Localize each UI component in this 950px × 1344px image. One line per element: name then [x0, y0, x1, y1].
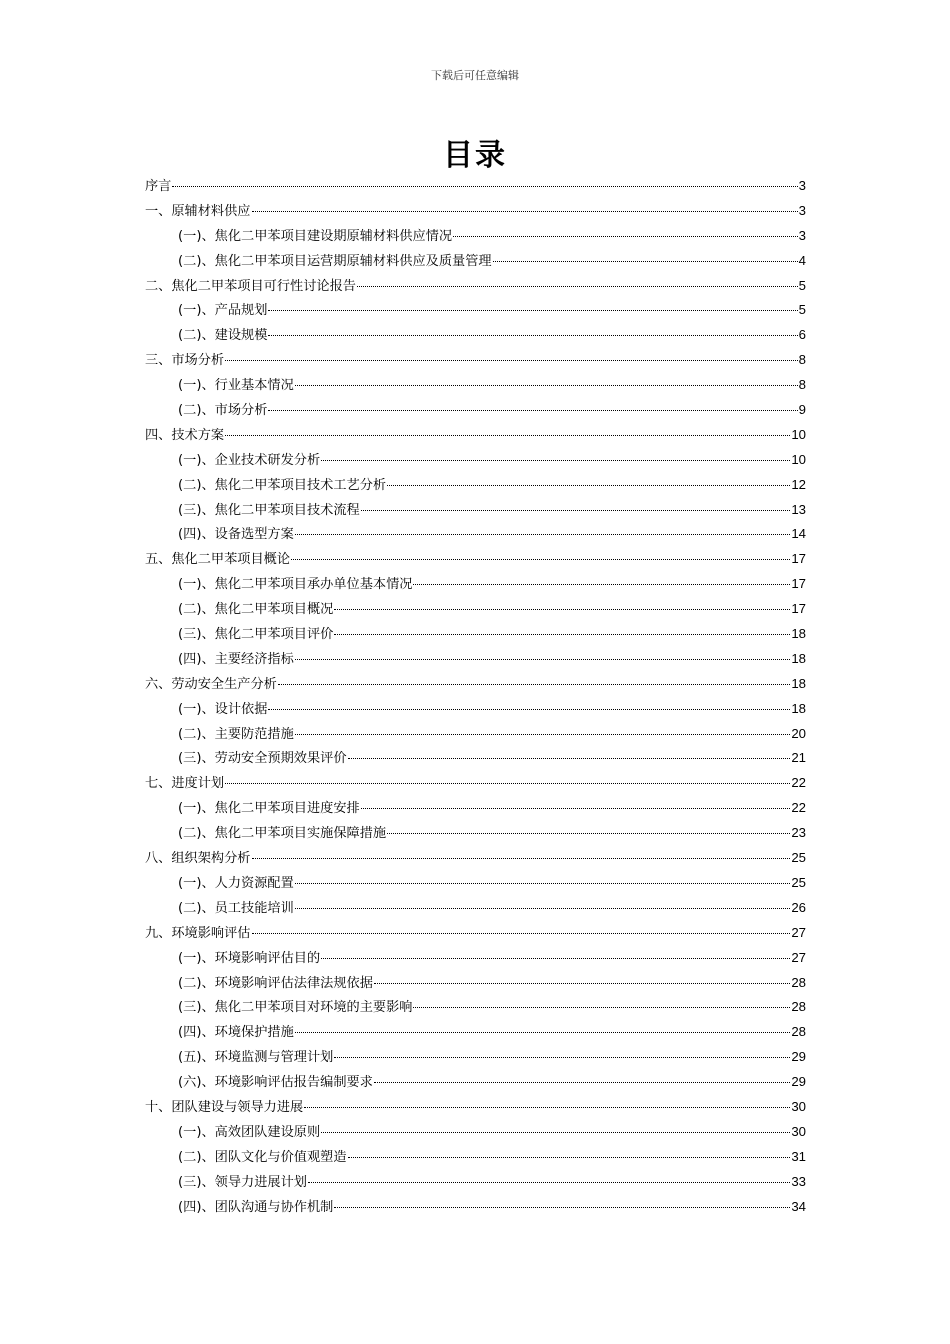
toc-dot-leader	[321, 1132, 790, 1133]
toc-entry-page-number: 33	[791, 1173, 806, 1189]
toc-dot-leader	[268, 709, 790, 710]
toc-dot-leader	[295, 883, 791, 884]
toc-dot-leader	[291, 559, 790, 560]
toc-entry[interactable]	[145, 722, 806, 747]
toc-entry-label: (一)、环境影响评估目的	[178, 950, 321, 966]
toc-entry-label: (三)、领导力进展计划	[178, 1174, 307, 1190]
toc-entry-page-number: 18	[791, 675, 806, 691]
toc-entry-label: (二)、焦化二甲苯项目概况	[178, 602, 334, 618]
toc-entry-label: (二)、焦化二甲苯项目技术工艺分析	[178, 477, 387, 493]
toc-entry-label: 十、团队建设与领导力进展	[145, 1099, 304, 1115]
toc-entry[interactable]	[145, 921, 806, 946]
toc-dot-leader	[304, 1107, 790, 1108]
toc-entry-label: (二)、市场分析	[178, 403, 268, 419]
toc-entry-page-number: 29	[791, 1074, 806, 1090]
toc-dot-leader	[348, 758, 791, 759]
toc-entry[interactable]	[145, 946, 806, 971]
toc-dot-leader	[387, 833, 790, 834]
toc-dot-leader	[374, 983, 790, 984]
toc-entry-page-number: 30	[791, 1098, 806, 1114]
toc-entry[interactable]	[145, 473, 806, 498]
toc-entry[interactable]	[145, 348, 806, 373]
toc-entry[interactable]	[145, 647, 806, 672]
toc-dot-leader	[252, 933, 791, 934]
toc-entry[interactable]	[145, 373, 806, 398]
toc-entry-page-number: 29	[791, 1049, 806, 1065]
toc-dot-leader	[225, 783, 790, 784]
toc-entry-label: 二、焦化二甲苯项目可行性讨论报告	[145, 278, 356, 294]
toc-entry-label: (二)、员工技能培训	[178, 900, 294, 916]
toc-entry-label: (一)、设计依据	[178, 701, 268, 717]
toc-entry[interactable]	[145, 1070, 806, 1095]
toc-dot-leader	[357, 286, 798, 287]
toc-entry-label: (五)、环境监测与管理计划	[178, 1050, 334, 1066]
toc-dot-leader	[252, 211, 798, 212]
toc-entry-label: 一、原辅材料供应	[145, 203, 251, 219]
toc-entry[interactable]	[145, 597, 806, 622]
toc-dot-leader	[413, 1007, 790, 1008]
toc-entry-page-number: 4	[798, 252, 806, 268]
toc-entry-label: (四)、团队沟通与协作机制	[178, 1199, 334, 1215]
toc-dot-leader	[295, 1032, 791, 1033]
toc-entry-page-number: 18	[791, 700, 806, 716]
toc-entry-page-number: 17	[791, 601, 806, 617]
toc-entry[interactable]	[145, 622, 806, 647]
toc-entry-page-number: 28	[791, 1024, 806, 1040]
toc-entry[interactable]	[145, 174, 806, 199]
toc-entry-label: (二)、焦化二甲苯项目运营期原辅材料供应及质量管理	[178, 253, 492, 269]
toc-entry-page-number: 22	[791, 800, 806, 816]
toc-entry[interactable]	[145, 697, 806, 722]
toc-entry[interactable]	[145, 896, 806, 921]
toc-entry-label: 四、技术方案	[145, 427, 225, 443]
toc-entry-page-number: 27	[791, 924, 806, 940]
toc-entry-page-number: 5	[798, 302, 806, 318]
toc-entry-page-number: 3	[798, 178, 806, 193]
toc-entry[interactable]	[145, 796, 806, 821]
toc-entry-label: (一)、产品规划	[178, 303, 268, 319]
page-title: 目录	[443, 138, 507, 173]
toc-entry[interactable]	[145, 522, 806, 547]
toc-entry-page-number: 28	[791, 999, 806, 1015]
toc-entry-page-number: 13	[791, 501, 806, 517]
toc-entry[interactable]	[145, 224, 806, 249]
toc-entry-label: (一)、焦化二甲苯项目建设期原辅材料供应情况	[178, 228, 453, 244]
toc-entry[interactable]	[145, 274, 806, 299]
toc-entry-page-number: 14	[791, 526, 806, 542]
toc-entry-label: 九、环境影响评估	[145, 925, 251, 941]
toc-entry-label: (一)、人力资源配置	[178, 875, 294, 891]
toc-entry-label: (三)、焦化二甲苯项目对环境的主要影响	[178, 1000, 413, 1016]
toc-dot-leader	[374, 1082, 790, 1083]
toc-entry-label: (三)、焦化二甲苯项目评价	[178, 627, 334, 643]
toc-entry-label: (一)、行业基本情况	[178, 378, 294, 394]
toc-entry[interactable]	[145, 821, 806, 846]
toc-entry-label: (四)、环境保护措施	[178, 1025, 294, 1041]
toc-dot-leader	[361, 510, 791, 511]
toc-dot-leader	[295, 385, 798, 386]
toc-entry[interactable]	[145, 771, 806, 796]
toc-entry-label: 六、劳动安全生产分析	[145, 676, 277, 692]
toc-entry-page-number: 17	[791, 576, 806, 592]
toc-entry-label: (二)、环境影响评估法律法规依据	[178, 975, 373, 991]
toc-entry-label: 七、进度计划	[145, 776, 225, 792]
toc-dot-leader	[295, 734, 791, 735]
toc-entry[interactable]	[145, 298, 806, 323]
toc-entry-label: (一)、企业技术研发分析	[178, 452, 321, 468]
toc-entry-label: (三)、焦化二甲苯项目技术流程	[178, 502, 360, 518]
toc-dot-leader	[453, 236, 798, 237]
toc-entry-page-number: 27	[791, 949, 806, 965]
toc-entry[interactable]	[145, 249, 806, 274]
toc-dot-leader	[295, 908, 791, 909]
toc-entry-page-number: 31	[791, 1148, 806, 1164]
toc-dot-leader	[413, 584, 790, 585]
toc-dot-leader	[308, 1182, 790, 1183]
toc-entry-label: (二)、主要防范措施	[178, 726, 294, 742]
toc-entry-label: 五、焦化二甲苯项目概论	[145, 552, 291, 568]
toc-entry-page-number: 6	[798, 327, 806, 343]
toc-entry[interactable]	[145, 971, 806, 996]
toc-entry-page-number: 23	[791, 825, 806, 841]
toc-dot-leader	[334, 609, 790, 610]
toc-entry-page-number: 25	[791, 850, 806, 866]
toc-dot-leader	[268, 410, 797, 411]
toc-dot-leader	[225, 360, 798, 361]
toc-entry[interactable]	[145, 746, 806, 771]
toc-dot-leader	[295, 659, 791, 660]
toc-entry[interactable]	[145, 1145, 806, 1170]
toc-entry-page-number: 5	[798, 277, 806, 293]
toc-entry-page-number: 25	[791, 874, 806, 890]
toc-entry-label: (一)、焦化二甲苯项目进度安排	[178, 801, 360, 817]
toc-entry-label: (四)、主要经济指标	[178, 651, 294, 667]
toc-dot-leader	[268, 310, 797, 311]
table-of-contents	[145, 174, 806, 1219]
page-header: 下载后可任意编辑	[431, 69, 519, 82]
toc-entry-page-number: 22	[791, 775, 806, 791]
toc-entry[interactable]	[145, 995, 806, 1020]
toc-dot-leader	[172, 186, 797, 187]
toc-entry[interactable]	[145, 672, 806, 697]
toc-entry-label: (一)、焦化二甲苯项目承办单位基本情况	[178, 577, 413, 593]
toc-entry-page-number: 12	[791, 476, 806, 492]
toc-entry[interactable]	[145, 1170, 806, 1195]
toc-entry[interactable]	[145, 1195, 806, 1220]
toc-entry-label: (三)、劳动安全预期效果评价	[178, 751, 347, 767]
toc-entry-page-number: 17	[791, 551, 806, 567]
toc-entry[interactable]	[145, 423, 806, 448]
toc-dot-leader	[334, 1207, 790, 1208]
toc-entry-label: (四)、设备选型方案	[178, 527, 294, 543]
toc-entry-label: (一)、高效团队建设原则	[178, 1124, 321, 1140]
toc-dot-leader	[493, 261, 798, 262]
toc-dot-leader	[334, 634, 790, 635]
toc-entry-page-number: 26	[791, 899, 806, 915]
toc-entry[interactable]	[145, 398, 806, 423]
toc-dot-leader	[361, 808, 791, 809]
toc-entry-page-number: 8	[798, 377, 806, 393]
toc-entry-page-number: 20	[791, 725, 806, 741]
toc-entry-page-number: 9	[798, 402, 806, 418]
toc-entry-page-number: 28	[791, 974, 806, 990]
toc-dot-leader	[321, 460, 790, 461]
toc-entry-page-number: 30	[791, 1123, 806, 1139]
toc-dot-leader	[387, 485, 790, 486]
toc-dot-leader	[278, 684, 790, 685]
toc-dot-leader	[225, 435, 790, 436]
toc-entry[interactable]	[145, 1120, 806, 1145]
toc-entry[interactable]	[145, 498, 806, 523]
toc-entry-page-number: 18	[791, 650, 806, 666]
toc-entry[interactable]	[145, 448, 806, 473]
toc-entry[interactable]	[145, 572, 806, 597]
toc-entry-page-number: 10	[791, 451, 806, 467]
toc-entry-page-number: 8	[798, 352, 806, 368]
toc-entry-page-number: 18	[791, 626, 806, 642]
toc-dot-leader	[321, 958, 790, 959]
toc-dot-leader	[348, 1157, 791, 1158]
toc-entry[interactable]	[145, 1045, 806, 1070]
toc-entry-page-number: 34	[791, 1198, 806, 1214]
toc-entry-label: (二)、建设规模	[178, 328, 268, 344]
toc-entry-page-number: 21	[791, 750, 806, 766]
toc-entry-label: 序言	[145, 179, 172, 194]
toc-entry[interactable]	[145, 199, 806, 224]
toc-entry-page-number: 10	[791, 426, 806, 442]
toc-entry-page-number: 3	[798, 202, 806, 218]
toc-dot-leader	[334, 1057, 790, 1058]
toc-entry-label: (二)、团队文化与价值观塑造	[178, 1149, 347, 1165]
toc-entry-label: 八、组织架构分析	[145, 851, 251, 867]
toc-dot-leader	[295, 534, 791, 535]
toc-entry[interactable]	[145, 846, 806, 871]
toc-entry-label: (六)、环境影响评估报告编制要求	[178, 1075, 373, 1091]
toc-entry[interactable]	[145, 1020, 806, 1045]
toc-entry[interactable]	[145, 871, 806, 896]
toc-entry[interactable]	[145, 547, 806, 572]
toc-entry-page-number: 3	[798, 227, 806, 243]
toc-entry[interactable]	[145, 1095, 806, 1120]
toc-dot-leader	[268, 335, 797, 336]
toc-entry-label: 三、市场分析	[145, 353, 225, 369]
toc-dot-leader	[252, 858, 791, 859]
toc-entry[interactable]	[145, 323, 806, 348]
toc-entry-label: (二)、焦化二甲苯项目实施保障措施	[178, 826, 387, 842]
